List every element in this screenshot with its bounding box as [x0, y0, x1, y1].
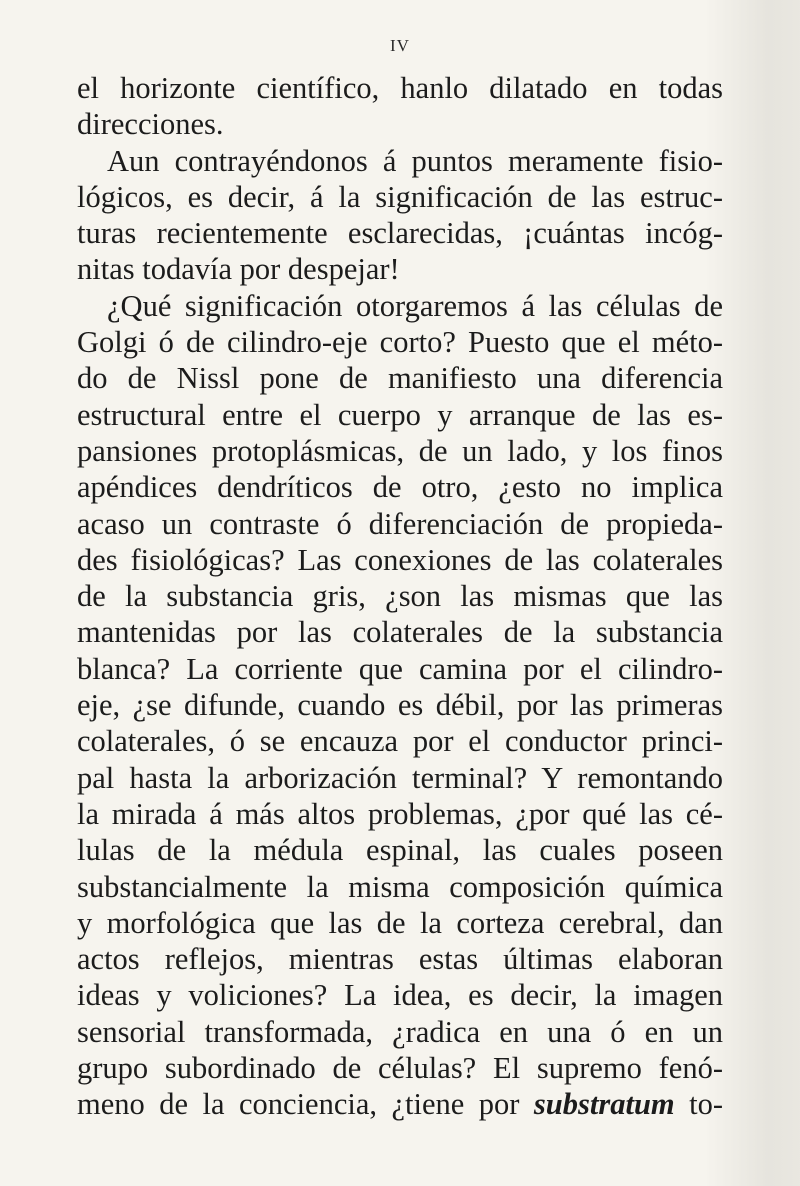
text-line: Aun contrayéndonos á puntos meramente fisio- [107, 143, 723, 178]
text-line: pansiones protoplásmicas, de un lado, y los finos [77, 433, 723, 468]
text-line: eje, ¿se difunde, cuando es débil, por las primeras [77, 688, 723, 723]
text-line: des fisiológicas? Las conexiones de las colaterales [77, 542, 723, 577]
text-line: mantenidas por las colaterales de la substancia [77, 615, 723, 650]
text-segment: meno de la conciencia, ¿tiene por [77, 1087, 520, 1122]
text-segment: to- [674, 1087, 723, 1122]
text-line: nitas todavía por despejar! [77, 252, 400, 287]
emphasized-word: substratum [533, 1087, 675, 1122]
text-line: ideas y voliciones? La idea, es decir, la imagen [77, 978, 723, 1013]
text-line: Golgi ó de cilindro-eje corto? Puesto que el méto- [77, 325, 723, 360]
page-number: IV [390, 36, 410, 55]
text-line: apéndices dendríticos de otro, ¿esto no implica [77, 470, 723, 505]
text-line: direcciones. [77, 107, 224, 142]
text-line: grupo subordinado de células? El supremo fenó- [77, 1051, 723, 1086]
text-line: turas recientemente esclarecidas, ¡cuántas incóg- [77, 216, 723, 251]
text-line: estructural entre el cuerpo y arranque de las es- [77, 397, 723, 432]
text-line: acaso un contraste ó diferenciación de propieda- [77, 506, 723, 541]
text-line: sensorial transformada, ¿radica en una ó en un [77, 1014, 723, 1049]
text-line: substancialmente la misma composición química [77, 869, 723, 904]
text-line: el horizonte científico, hanlo dilatado en todas [77, 71, 723, 105]
text-line: lulas de la médula espinal, las cuales poseen [77, 833, 723, 868]
text-line: colaterales, ó se encauza por el conductor princi- [77, 724, 723, 759]
text-line: la mirada á más altos problemas, ¿por qué las cé- [77, 796, 723, 831]
text-line: ¿Qué significación otorgaremos á las células de [107, 288, 723, 323]
text-line: pal hasta la arborización terminal? Y remontando [77, 760, 723, 795]
text-line: de la substancia gris, ¿son las mismas que las [77, 579, 723, 614]
text-line: lógicos, es decir, á la significación de las estruc- [77, 179, 723, 214]
body-text [77, 70, 723, 1123]
text-line: y morfológica que las de la corteza cerebral, dan [77, 905, 723, 940]
text-line: do de Nissl pone de manifiesto una diferencia [77, 361, 723, 396]
text-line: blanca? La corriente que camina por el cilindro- [77, 651, 723, 686]
text-line: actos reflejos, mientras estas últimas elaboran [77, 942, 723, 977]
text-line-final [77, 1086, 723, 1122]
